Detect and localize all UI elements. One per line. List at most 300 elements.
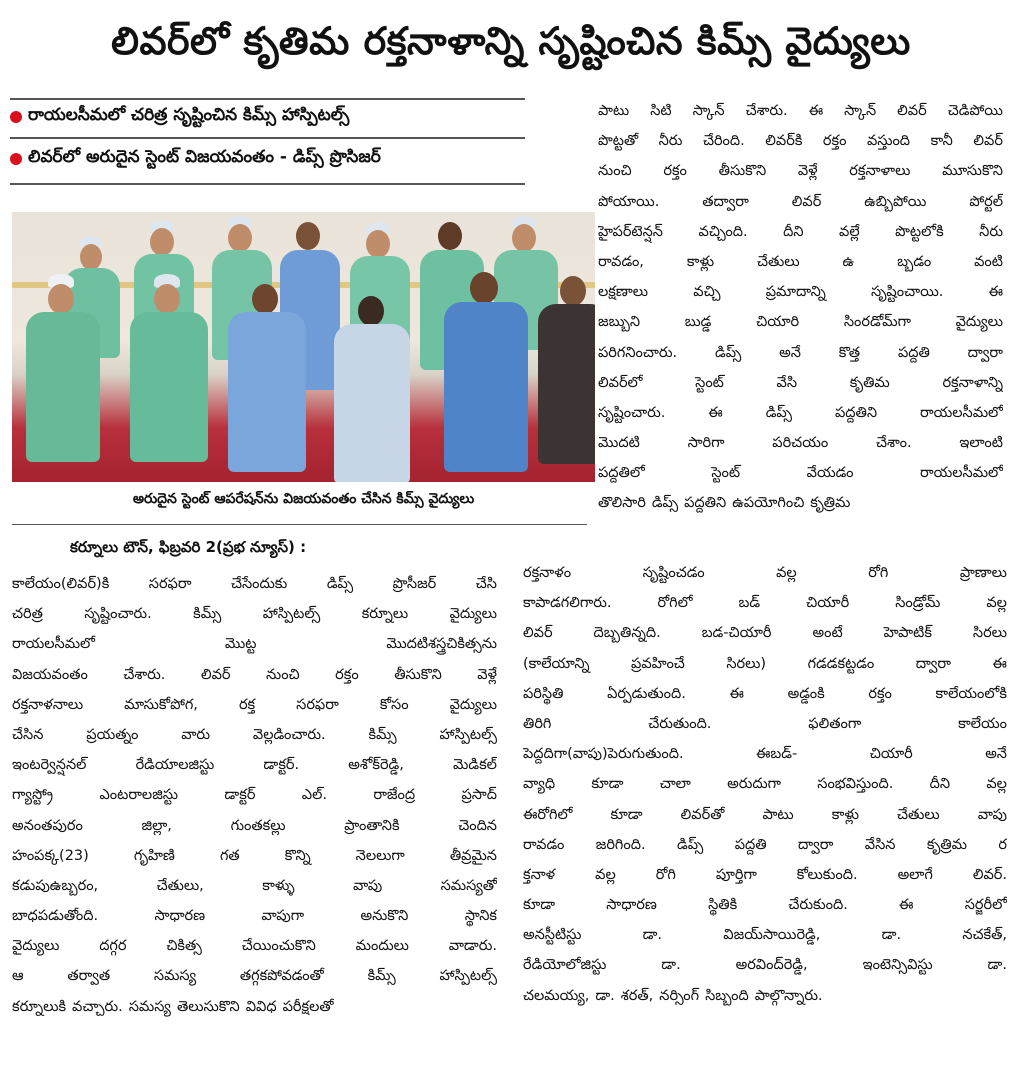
article-word: రక్త bbox=[238, 696, 256, 713]
article-word: అలాగే bbox=[897, 866, 933, 883]
article-word: చేరుతుంది. bbox=[648, 715, 712, 732]
article-word: బాధపడుతోంది. bbox=[12, 908, 99, 925]
article-word: పోయాయి. bbox=[598, 193, 660, 210]
article-word: సిబ్బంది bbox=[705, 987, 749, 1004]
article-word: సాధారణ bbox=[606, 897, 657, 914]
article-word: చేసిన bbox=[12, 726, 44, 743]
article-word: సిరలు) bbox=[726, 655, 767, 672]
article-word: ద్వారా bbox=[798, 836, 834, 853]
article-line bbox=[523, 558, 1007, 588]
article-word: డిప్స్ bbox=[651, 495, 679, 512]
article-word: మొదటిశస్త్రచికిత్సను bbox=[386, 636, 497, 653]
article-word: కిమ్స్ bbox=[367, 968, 396, 985]
article-word: తీసుకొని bbox=[718, 163, 767, 180]
subhead-divider bbox=[10, 183, 525, 185]
article-word: లివర్. bbox=[972, 866, 1007, 883]
article-word: పరిస్థితి bbox=[523, 685, 564, 702]
article-word: స్థానిక bbox=[464, 908, 497, 925]
article-word: స్టెంట్ bbox=[695, 374, 724, 391]
article-line bbox=[12, 961, 497, 991]
article-word: వేయడం bbox=[806, 465, 854, 482]
article-word: వ్యాధి bbox=[523, 776, 556, 793]
article-word: డాక్టర్ bbox=[224, 787, 256, 804]
article-line bbox=[12, 901, 497, 931]
article-word: బడ-చియారీ bbox=[701, 625, 772, 642]
article-word: పాటు bbox=[762, 806, 794, 823]
article-word: ప్రవహించే bbox=[631, 655, 685, 672]
article-line bbox=[12, 811, 497, 841]
article-word: వాడారు. bbox=[448, 938, 497, 955]
article-word: కానీ bbox=[930, 133, 953, 150]
article-word: చేసి bbox=[475, 576, 497, 592]
article-word: సృష్టించాయి. bbox=[871, 284, 944, 301]
article-word: ర bbox=[998, 836, 1007, 853]
article-word: హంపక్క(23) bbox=[12, 847, 89, 864]
article-line bbox=[12, 750, 497, 780]
article-word: చేరుకుంది. bbox=[788, 897, 848, 914]
article-word: సిండ్రోమ్ bbox=[895, 595, 941, 612]
article-word: కర్నూలు bbox=[361, 606, 409, 623]
article-word: జిల్లా, bbox=[141, 817, 172, 834]
article-word: వెళ్లే bbox=[797, 163, 818, 180]
article-word: రేడియోలోజిస్టు bbox=[523, 957, 607, 974]
article-word: వంటి bbox=[974, 253, 1003, 270]
article-word: గ్యాస్ట్రో bbox=[12, 787, 54, 804]
article-word: డిప్స్ bbox=[714, 344, 742, 361]
article-line bbox=[523, 649, 1007, 679]
article-column-right-bottom bbox=[523, 558, 1007, 1011]
article-line bbox=[523, 860, 1007, 890]
article-word: మందులు bbox=[355, 938, 409, 955]
article-word: కాళ్ళు bbox=[262, 877, 295, 894]
article-word: పెద్దదిగా(వాపు)పెరుగుతుంది. bbox=[523, 746, 684, 763]
caption-divider bbox=[12, 524, 587, 525]
article-word: పద్దతిని bbox=[834, 404, 878, 421]
article-word: లక్షణాలు bbox=[598, 284, 649, 301]
article-word: స్కాన్ bbox=[692, 103, 725, 119]
article-word: దెబ్బతిన్నది. bbox=[593, 625, 661, 642]
article-line bbox=[598, 187, 1003, 217]
article-word: నుంచి bbox=[598, 163, 632, 180]
article-word: (కాలేయాన్ని bbox=[523, 655, 590, 672]
article-line bbox=[12, 720, 497, 750]
article-word: తిరిగి bbox=[523, 715, 552, 732]
article-word: వెళ్లే bbox=[477, 666, 497, 683]
article-line bbox=[12, 871, 497, 901]
article-word: నీరు bbox=[658, 133, 683, 150]
article-word: వైద్యులు bbox=[955, 314, 1003, 331]
article-line bbox=[12, 841, 497, 871]
article-word: నర్సింగ్ bbox=[659, 987, 700, 1004]
article-word: పరీక్షలతో bbox=[282, 998, 334, 1015]
article-word: పూర్తిగా bbox=[715, 866, 757, 883]
article-word: చెడిపోయి bbox=[947, 103, 1003, 119]
article-word: కాలేయంలోకి bbox=[935, 685, 1007, 702]
article-word: తెలుసుకొని bbox=[176, 998, 240, 1015]
article-word: రావడం, bbox=[598, 253, 644, 270]
article-word: కాళ్లు bbox=[831, 806, 859, 823]
article-word: చేతులు bbox=[756, 253, 800, 270]
article-word: ప్రాంతానికి bbox=[344, 817, 400, 834]
article-word: వాపు bbox=[353, 877, 383, 894]
article-word: వస్తుంది bbox=[866, 133, 911, 150]
article-word: వాపుగా bbox=[261, 908, 305, 925]
article-word: మాసుకోపోగ, bbox=[124, 696, 198, 713]
article-word: లివర్ bbox=[897, 103, 927, 119]
article-word: వచ్చారు. bbox=[72, 998, 123, 1015]
article-word: రావడం bbox=[523, 836, 565, 853]
article-word: శరత్, bbox=[620, 987, 654, 1004]
article-word: కర్నూలుకి bbox=[12, 998, 67, 1015]
article-word: కూడా bbox=[523, 897, 556, 914]
article-word: కాళ్లు bbox=[686, 253, 715, 270]
article-line bbox=[12, 690, 497, 720]
article-word: సృష్టించారు. bbox=[84, 606, 152, 623]
article-word: గత bbox=[219, 847, 240, 864]
article-word: చేతులు, bbox=[156, 877, 204, 894]
article-word: ఈ bbox=[729, 685, 744, 702]
article-word: ఏర్పడుతుంది. bbox=[607, 685, 686, 702]
article-word: చేరింది. bbox=[702, 133, 745, 150]
article-word: కోలుకుంది. bbox=[796, 866, 858, 883]
article-word: ప్రసాద్ bbox=[461, 787, 497, 804]
article-word: హైపర్‌టెన్షన్ bbox=[598, 223, 663, 240]
article-line bbox=[598, 96, 1003, 126]
article-word: లివర్ bbox=[791, 193, 822, 210]
article-word: పద్దతి bbox=[734, 836, 767, 853]
article-word: పద్దతిని bbox=[684, 495, 727, 512]
article-word: వేసిన bbox=[864, 836, 896, 853]
article-word: రక్తనాళం bbox=[523, 565, 572, 581]
article-word: చియారీ bbox=[869, 746, 913, 763]
article-word: అడ్డంకి bbox=[787, 685, 825, 702]
article-word: పాల్గొన్నారు. bbox=[754, 987, 823, 1004]
article-word: అనంతపురం bbox=[12, 817, 83, 834]
subhead-2 bbox=[10, 142, 525, 176]
article-line bbox=[523, 830, 1007, 860]
article-word: రేడియాలజిస్టు bbox=[135, 757, 215, 774]
article-word: ఉ bbox=[842, 253, 855, 270]
article-line bbox=[523, 739, 1007, 769]
article-word: అరవింద్‌రెడ్డి, bbox=[735, 957, 808, 974]
article-word: కూడా bbox=[591, 776, 624, 793]
article-word: హెపాటిక్ bbox=[883, 625, 932, 642]
article-word: ఉపయోగించి bbox=[732, 495, 805, 512]
article-word: సిరలు bbox=[972, 625, 1007, 642]
article-word: ఈబడ్- bbox=[756, 746, 798, 763]
article-word: డా. bbox=[881, 927, 902, 944]
article-word: వేసి bbox=[776, 374, 798, 391]
article-word: వల్ల bbox=[776, 565, 797, 581]
article-word: వైద్యులు bbox=[449, 696, 497, 713]
article-line bbox=[598, 217, 1003, 247]
article-word: స్కాన్ bbox=[844, 103, 877, 119]
article-line bbox=[523, 769, 1007, 799]
article-word: చియారీ bbox=[806, 595, 850, 612]
article-word: సంభవిస్తుంది. bbox=[817, 776, 894, 793]
article-word: ఎంటరాలజిస్టు bbox=[99, 787, 179, 804]
article-word: గుంతకల్లు bbox=[230, 817, 286, 834]
article-word: నీరు bbox=[979, 223, 1003, 240]
article-word: రాయలసీమలో bbox=[12, 636, 95, 653]
article-word: లివర్‌తో bbox=[680, 806, 725, 823]
article-word: సమస్య bbox=[153, 968, 197, 985]
article-word: అనే bbox=[985, 746, 1007, 763]
article-word: ఈ bbox=[899, 897, 914, 914]
article-word: ప్రమాదాన్ని bbox=[765, 284, 826, 301]
article-word: కాపాడగలిగారు. bbox=[523, 595, 612, 612]
article-line bbox=[523, 679, 1007, 709]
article-word: కాలేయం bbox=[958, 715, 1007, 732]
article-word: పొట్టలోకి bbox=[895, 223, 944, 240]
article-word: సృష్టించారు. bbox=[598, 404, 666, 421]
article-word: వైద్యులు bbox=[449, 606, 497, 623]
article-word: లివర్ bbox=[973, 133, 1003, 150]
article-word: రోగిలో bbox=[657, 595, 693, 612]
article-word: తీవ్రమైన bbox=[449, 847, 497, 864]
article-line bbox=[523, 588, 1007, 618]
article-word: బ్బడం bbox=[897, 253, 932, 270]
article-word: విజయ్‌సాయిరెడ్డి, bbox=[723, 927, 821, 944]
article-word: పాటు bbox=[598, 103, 630, 119]
article-word: ప్రాణాలు bbox=[959, 565, 1007, 581]
article-word: ఇంటర్వెన్షనల్ bbox=[12, 757, 87, 774]
article-word: విజయవంతం bbox=[12, 666, 88, 683]
article-word: వచ్చి bbox=[693, 284, 721, 301]
article-line bbox=[12, 599, 497, 629]
article-column-left bbox=[12, 569, 497, 1022]
article-word: వివిధ bbox=[245, 998, 277, 1015]
article-word: అనస్టీటిస్టు bbox=[523, 927, 582, 944]
article-line bbox=[523, 618, 1007, 648]
photo-caption: అరుదైన స్టెంట్ ఆపరేషన్‌ను విజయవంతం చేసిన కిమ్స్ వైద్యులు bbox=[132, 490, 475, 507]
article-word: వెల్లడించారు. bbox=[252, 726, 326, 743]
article-word: వల్ల bbox=[986, 776, 1007, 793]
article-word: పద్దతిలో bbox=[598, 465, 645, 482]
article-word: మొదటి bbox=[598, 435, 640, 452]
article-word: సాధారణ bbox=[154, 908, 206, 925]
article-word: ఆ bbox=[12, 968, 24, 985]
article-word: అంటే bbox=[812, 625, 843, 642]
article-word: బుడ్డ bbox=[684, 314, 712, 331]
article-word: లివర్ bbox=[523, 625, 553, 642]
article-word: డా. bbox=[987, 957, 1007, 974]
article-word: నుంచి bbox=[266, 666, 300, 683]
article-word: చేశారు. bbox=[745, 103, 788, 119]
article-word: లివర్‌కి bbox=[765, 133, 803, 150]
article-word: ఇంటెన్సివిస్టు bbox=[862, 957, 933, 974]
article-word: ఈ bbox=[988, 284, 1003, 301]
subhead-2-text: లివర్‌లో అరుదైన స్టెంట్ విజయవంతం - డిప్స్ ప్రొసిజర్ bbox=[28, 147, 381, 167]
article-word: కూడా bbox=[610, 806, 643, 823]
article-word: పోర్టల్ bbox=[969, 193, 1003, 210]
article-word: హాస్పిటల్స్ bbox=[439, 968, 497, 985]
article-word: జరిగింది. bbox=[595, 836, 646, 853]
article-word: కిమ్స్ bbox=[193, 606, 222, 623]
article-line bbox=[12, 931, 497, 961]
article-word: సింరడోమ్‌గా bbox=[843, 314, 911, 331]
article-word: గృహిణి bbox=[133, 847, 175, 864]
article-word: కృతిమ bbox=[849, 374, 890, 391]
article-word: పరిచయం bbox=[772, 435, 829, 452]
article-word: చలమయ్య, bbox=[523, 987, 590, 1004]
article-word: అనే bbox=[779, 344, 801, 361]
article-word: రక్తం bbox=[335, 666, 359, 683]
article-word: చరిత్ర bbox=[12, 606, 43, 623]
article-line bbox=[598, 368, 1003, 398]
article-word: డా. bbox=[642, 927, 663, 944]
article-line bbox=[12, 780, 497, 810]
article-word: కోసం bbox=[379, 696, 409, 713]
article-word: చియారి bbox=[756, 314, 800, 331]
article-word: ఎల్. bbox=[301, 787, 327, 804]
article-line bbox=[598, 428, 1003, 458]
article-word: కృత్రిమ bbox=[810, 495, 851, 512]
article-word: డా. bbox=[661, 957, 681, 974]
article-word: వారు bbox=[181, 726, 211, 743]
article-word: డా. bbox=[595, 987, 615, 1004]
article-word: కాలేయం(లివర్)కి bbox=[12, 576, 110, 592]
article-word: కడుపుఉబ్బరం, bbox=[12, 877, 99, 894]
article-word: రక్తనాళాన్ని bbox=[942, 374, 1003, 391]
article-word: ఈ bbox=[808, 103, 824, 119]
article-word: చేశారు. bbox=[123, 666, 166, 683]
article-word: హాస్పిటల్స్ bbox=[439, 726, 497, 743]
article-word: దీని bbox=[929, 776, 951, 793]
article-word: అశోక్‌రెడ్డి, bbox=[348, 757, 404, 774]
article-word: చేతులు bbox=[897, 806, 940, 823]
article-word: అరుదుగా bbox=[727, 776, 781, 793]
article-word: ఇలాంటి bbox=[959, 435, 1003, 452]
article-word: ఈ bbox=[992, 655, 1007, 672]
article-word: సమస్య bbox=[128, 998, 171, 1015]
article-line bbox=[598, 126, 1003, 156]
article-word: వల్ల bbox=[595, 866, 616, 883]
article-word: సరఫరా bbox=[296, 696, 339, 713]
article-word: లివర్ bbox=[200, 666, 231, 683]
article-word: డిప్స్ bbox=[677, 836, 704, 853]
article-word: తర్వాత bbox=[67, 968, 111, 985]
article-word: రక్తనాళాలు bbox=[849, 163, 911, 180]
article-line bbox=[523, 981, 1007, 1011]
article-word: స్థితికి bbox=[708, 897, 738, 914]
article-word: తగ్గకపోవడంతో bbox=[239, 968, 324, 985]
article-line bbox=[12, 992, 497, 1022]
article-word: వల్లే bbox=[839, 223, 860, 240]
article-line bbox=[598, 488, 1003, 518]
article-word: సారిగా bbox=[687, 435, 725, 452]
article-word: వాపు bbox=[977, 806, 1007, 823]
article-word: మొట్ట bbox=[224, 636, 257, 653]
article-word: గడడకట్టడం bbox=[807, 655, 875, 672]
article-word: కొన్ని bbox=[284, 847, 311, 864]
article-word: క్తనాళ bbox=[523, 866, 556, 883]
article-line bbox=[598, 156, 1003, 186]
article-word: తొలిసారి bbox=[598, 495, 646, 512]
article-word: చేశాం. bbox=[875, 435, 912, 452]
article-line bbox=[598, 247, 1003, 277]
article-word: కిమ్స్ bbox=[368, 726, 397, 743]
doctors-group-photo bbox=[12, 212, 595, 482]
article-word: స్టెంట్ bbox=[711, 465, 741, 482]
article-line bbox=[598, 398, 1003, 428]
subhead-divider bbox=[10, 137, 525, 139]
article-word: ద్వారా bbox=[967, 344, 1003, 361]
article-line bbox=[598, 307, 1003, 337]
article-word: లివర్‌లో bbox=[598, 374, 643, 391]
article-word: రక్తం bbox=[822, 133, 847, 150]
article-line bbox=[523, 709, 1007, 739]
article-word: ఈ bbox=[708, 404, 723, 421]
article-word: సృష్టించడం bbox=[642, 565, 705, 581]
article-word: కృత్రిమ bbox=[926, 836, 967, 853]
article-line bbox=[12, 629, 497, 659]
article-word: రోగి bbox=[868, 565, 889, 581]
article-word: సమస్యతో bbox=[440, 877, 497, 894]
article-line bbox=[523, 920, 1007, 950]
article-word: నెలలుగా bbox=[355, 847, 405, 864]
article-word: సిటి bbox=[650, 103, 672, 119]
article-line bbox=[523, 950, 1007, 980]
article-word: దగ్గర bbox=[99, 938, 127, 955]
article-word: రాజేంద్ర bbox=[373, 787, 416, 804]
article-word: నచకేత్, bbox=[962, 927, 1007, 944]
article-line bbox=[12, 660, 497, 690]
article-word: పరిగనించారు. bbox=[598, 344, 678, 361]
article-word: ద్వారా bbox=[915, 655, 952, 672]
article-word: వల్ల bbox=[986, 595, 1007, 612]
article-word: చేయించుకొని bbox=[241, 938, 316, 955]
bullet-icon bbox=[10, 111, 22, 123]
article-line bbox=[598, 277, 1003, 307]
article-word: జబ్బుని bbox=[598, 314, 641, 331]
article-word: చాలా bbox=[659, 776, 691, 793]
article-word: ఈరోగిలో bbox=[523, 806, 573, 823]
article-word: రక్తం bbox=[663, 163, 687, 180]
article-word: ఉబ్బిపోయి bbox=[864, 193, 927, 210]
article-word: తద్వారా bbox=[702, 193, 749, 210]
article-word: డిప్స్ bbox=[326, 576, 354, 592]
article-line bbox=[598, 338, 1003, 368]
article-word: సరఫరా bbox=[148, 576, 192, 592]
article-word: ఫలితంగా bbox=[808, 715, 862, 732]
article-word: చెందిన bbox=[458, 817, 497, 834]
article-line bbox=[523, 800, 1007, 830]
article-word: ప్రయత్నం bbox=[86, 726, 139, 743]
subhead-1-text: రాయలసీమలో చరిత్ర సృష్టించిన కిమ్స్ హాస్పిటల్స్ bbox=[28, 105, 350, 125]
article-word: రక్తం bbox=[868, 685, 892, 702]
article-line bbox=[523, 890, 1007, 920]
headline: లివర్‌లో కృతిమ రక్తనాళాన్ని సృష్టించిన కిమ్స్ వైద్యులు bbox=[111, 19, 911, 63]
article-word: మెడికల్ bbox=[453, 757, 497, 774]
article-word: పద్దతి bbox=[897, 344, 930, 361]
bullet-icon bbox=[10, 153, 22, 165]
article-word: కొత్త bbox=[838, 344, 861, 361]
article-word: పొట్టతో bbox=[598, 133, 639, 150]
article-word: రాయలసీమలో bbox=[920, 465, 1003, 482]
article-word: రోగి bbox=[655, 866, 676, 883]
article-word: తీసుకొని bbox=[394, 666, 442, 683]
article-word: ప్రొసీజర్ bbox=[392, 576, 437, 592]
article-word: హాస్పిటల్స్ bbox=[262, 606, 321, 623]
article-word: రక్తనాళనాలు bbox=[12, 696, 84, 713]
subhead-1 bbox=[10, 100, 525, 134]
article-word: వైద్యులు bbox=[12, 938, 60, 955]
article-word: చికిత్స bbox=[166, 938, 202, 955]
article-word: సర్జరీలో bbox=[964, 897, 1007, 914]
article-word: దీని bbox=[783, 223, 804, 240]
article-word: రాయలసీమలో bbox=[920, 404, 1003, 421]
